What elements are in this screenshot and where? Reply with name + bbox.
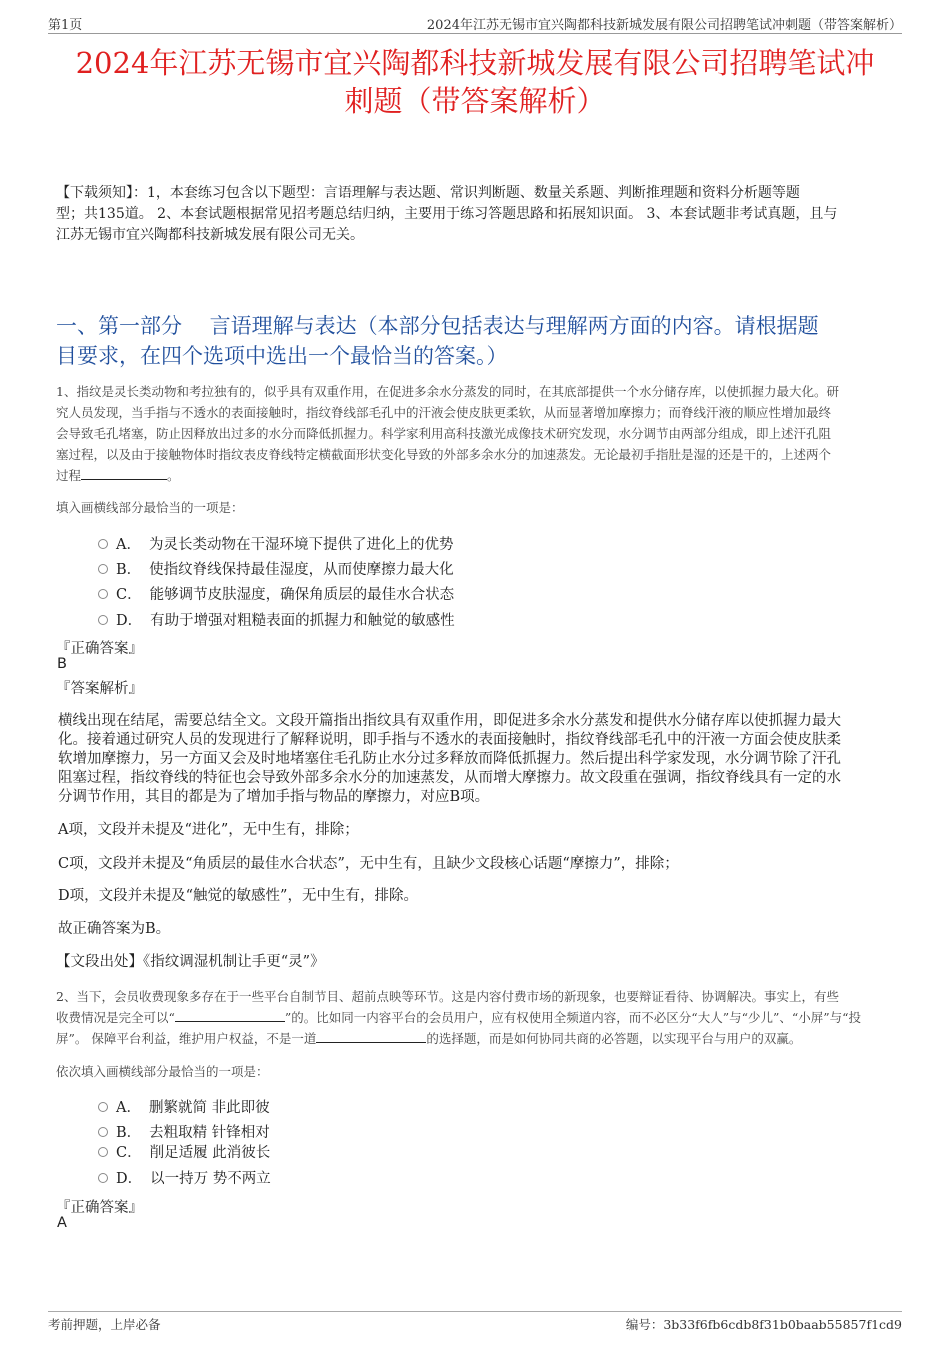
section-line-2: 目要求，在四个选项中选出一个最恰当的答案。） [56,344,508,368]
q2-line-3 [56,1028,900,1049]
option-letter: A． [116,537,141,553]
option-letter: C． [116,587,142,603]
question-2-text [56,986,900,1049]
footer-divider [48,1311,902,1312]
q1-note-a: A项，文段并未提及“进化”，无中生有，排除； [58,822,359,838]
q2-option-d[interactable] [98,1167,271,1188]
q1-line-1: 1、指纹是灵长类动物和考拉独有的，似乎具有双重作用，在促进多余水分蒸发的同时，在其底部提供一个水分储存库，以使抓握力最大化。研 [56,384,839,399]
option-letter: B． [116,562,142,578]
q1-prompt: 填入画横线部分最恰当的一项是： [56,500,244,515]
option-text: 使指纹脊线保持最佳湿度，从而使摩擦力最大化 [149,562,454,578]
q2-line-3-end: 的选择题，而是如何协同共商的必答题，以实现平台与用户的双赢。 [426,1031,802,1046]
q2-answer: A [57,1215,67,1231]
q1-note-c: C项，文段并未提及“角质层的最佳水合状态”，无中生有，且缺少文段核心话题“摩擦力”，排除； [58,856,679,872]
q2-line-1: 2、当下，会员收费现象多存在于一些平台自制节目、超前点映等环节。这是内容付费市场的新现象，也要辩证看待、协调解决。事实上，有些 [56,989,839,1004]
radio-icon[interactable] [98,589,108,599]
header-divider [48,33,902,34]
radio-icon[interactable] [98,539,108,549]
title-line-2: 刺题（带答案解析） [344,84,606,118]
q1-answer: B [57,656,67,672]
option-text: 有助于增强对粗糙表面的抓握力和触觉的敏感性 [150,613,455,629]
radio-icon[interactable] [98,1173,108,1183]
download-notice [56,183,900,246]
q1-option-c[interactable] [98,583,454,604]
q1-line-2: 究人员发现，当手指与不透水的表面接触时，指纹脊线部毛孔中的汗液会使皮肤更柔软，从而显著增加摩擦力；而脊线汗液的顺应性增加最终 [56,405,832,420]
q1-note-d: D项，文段并未提及“触觉的敏感性”，无中生有，排除。 [58,888,418,904]
option-text: 去粗取精 针锋相对 [149,1125,270,1141]
analysis-line-1: 横线出现在结尾，需要总结全文。文段开篇指出指纹具有双重作用，即促进多余水分蒸发和提供水分储存库以使抓握力最大 [58,713,841,729]
page-title [48,44,902,120]
section-line-1: 一、第一部分 言语理解与表达（本部分包括表达与理解两方面的内容。请根据题 [56,314,819,338]
option-letter: D． [116,1171,143,1187]
notice-line-2: 型；共135道。 2、本套试题根据常见招考题总结归纳，主要用于练习答题思路和拓展知识面。 3、本套试题非考试真题，且与 [56,206,838,222]
q1-line-5 [56,465,900,486]
q1-line-4: 塞过程，以及由于接触物体时指纹表皮脊线特定横截面形状变化导致的外部多余水分的加速蒸发。无论最初手指肚是湿的还是干的，上述两个 [56,447,832,462]
footer-slogan: 考前押题，上岸必备 [48,1317,161,1332]
q1-option-a[interactable] [98,533,453,554]
analysis-line-5: 分调节作用，其目的都是为了增加手指与物品的摩擦力，对应B项。 [58,789,490,805]
q2-option-a[interactable] [98,1096,270,1117]
question-1-text [56,381,900,486]
footer-doc-id: 编号：3b33f6fb6cdb8f31b0baab55857f1cd9 [625,1317,902,1332]
q1-source: 【文段出处】《指纹调湿机制让手更“灵”》 [56,954,325,970]
title-line-1: 2024年江苏无锡市宜兴陶都科技新城发展有限公司招聘笔试冲 [75,46,875,80]
radio-icon[interactable] [98,564,108,574]
radio-icon[interactable] [98,1127,108,1137]
analysis-line-2: 化。接着通过研究人员的发现进行了解释说明，即手指与不透水的表面接触时，指纹脊线部毛孔中的汗液一方面会使皮肤柔 [58,732,841,748]
q1-option-b[interactable] [98,558,454,579]
fill-blank [175,1007,285,1022]
q2-line-2-end: ”的。比如同一内容平台的会员用户，应有权使用全频道内容，而不必区分“大人”与“少儿”、“小屏”与“投 [284,1010,862,1025]
page-number: 第1页 [48,18,83,33]
analysis-line-4: 阻塞过程，指纹脊线的特征也会导致外部多余水分的加速蒸发，从而增大摩擦力。故文段重在强调，指纹脊线具有一定的水 [58,770,841,786]
option-letter: A． [116,1100,141,1116]
q1-conclusion: 故正确答案为B。 [58,921,171,937]
q1-line-3: 会导致毛孔堵塞，防止因释放出过多的水分而降低抓握力。科学家利用高科技激光成像技术研究发现，水分调节由两部分组成，即上述汗孔阻 [56,426,832,441]
notice-line-1: 【下载须知】：1，本套练习包含以下题型：言语理解与表达题、常识判断题、数量关系题、判断推理题和资料分析题等题 [56,185,800,201]
q1-analysis [58,712,898,807]
option-letter: B． [116,1125,142,1141]
fill-blank [81,465,167,480]
option-text: 削足适履 此消彼长 [149,1145,271,1161]
q2-line-2 [56,1007,900,1028]
q1-answer-label: 『正确答案』 [56,641,143,657]
option-text: 以一持万 势不两立 [150,1171,271,1187]
option-letter: C． [116,1145,142,1161]
q2-answer-label: 『正确答案』 [56,1200,143,1216]
q1-line-5-text: 过程 [56,468,82,483]
radio-icon[interactable] [98,1102,108,1112]
notice-line-3: 江苏无锡市宜兴陶都科技新城发展有限公司无关。 [56,227,364,243]
option-letter: D． [116,613,143,629]
q1-analysis-label: 『答案解析』 [56,681,143,697]
q2-option-b[interactable] [98,1121,270,1142]
radio-icon[interactable] [98,1147,108,1157]
option-text: 为灵长类动物在干湿环境下提供了进化上的优势 [148,537,454,553]
q2-line-2-start: 收费情况是完全可以“ [56,1010,175,1025]
q2-option-c[interactable] [98,1141,270,1162]
q1-line-5-end: 。 [167,468,180,483]
option-text: 能够调节皮肤湿度，确保角质层的最佳水合状态 [149,587,455,603]
q1-option-d[interactable] [98,609,455,630]
radio-icon[interactable] [98,615,108,625]
q2-prompt: 依次填入画横线部分最恰当的一项是： [56,1064,269,1079]
analysis-line-3: 软增加摩擦力，另一方面又会及时地堵塞住毛孔防止水分过多释放而降低抓握力。然后提出科学家发现，水分调节除了汗孔 [58,751,841,767]
fill-blank [316,1028,426,1043]
q2-line-3-start: 屏”。 保障平台利益，维护用户权益，不是一道 [56,1031,317,1046]
header-doc-title: 2024年江苏无锡市宜兴陶都科技新城发展有限公司招聘笔试冲刺题（带答案解析） [426,18,902,33]
section-heading [56,311,900,371]
option-text: 删繁就简 非此即彼 [148,1100,270,1116]
